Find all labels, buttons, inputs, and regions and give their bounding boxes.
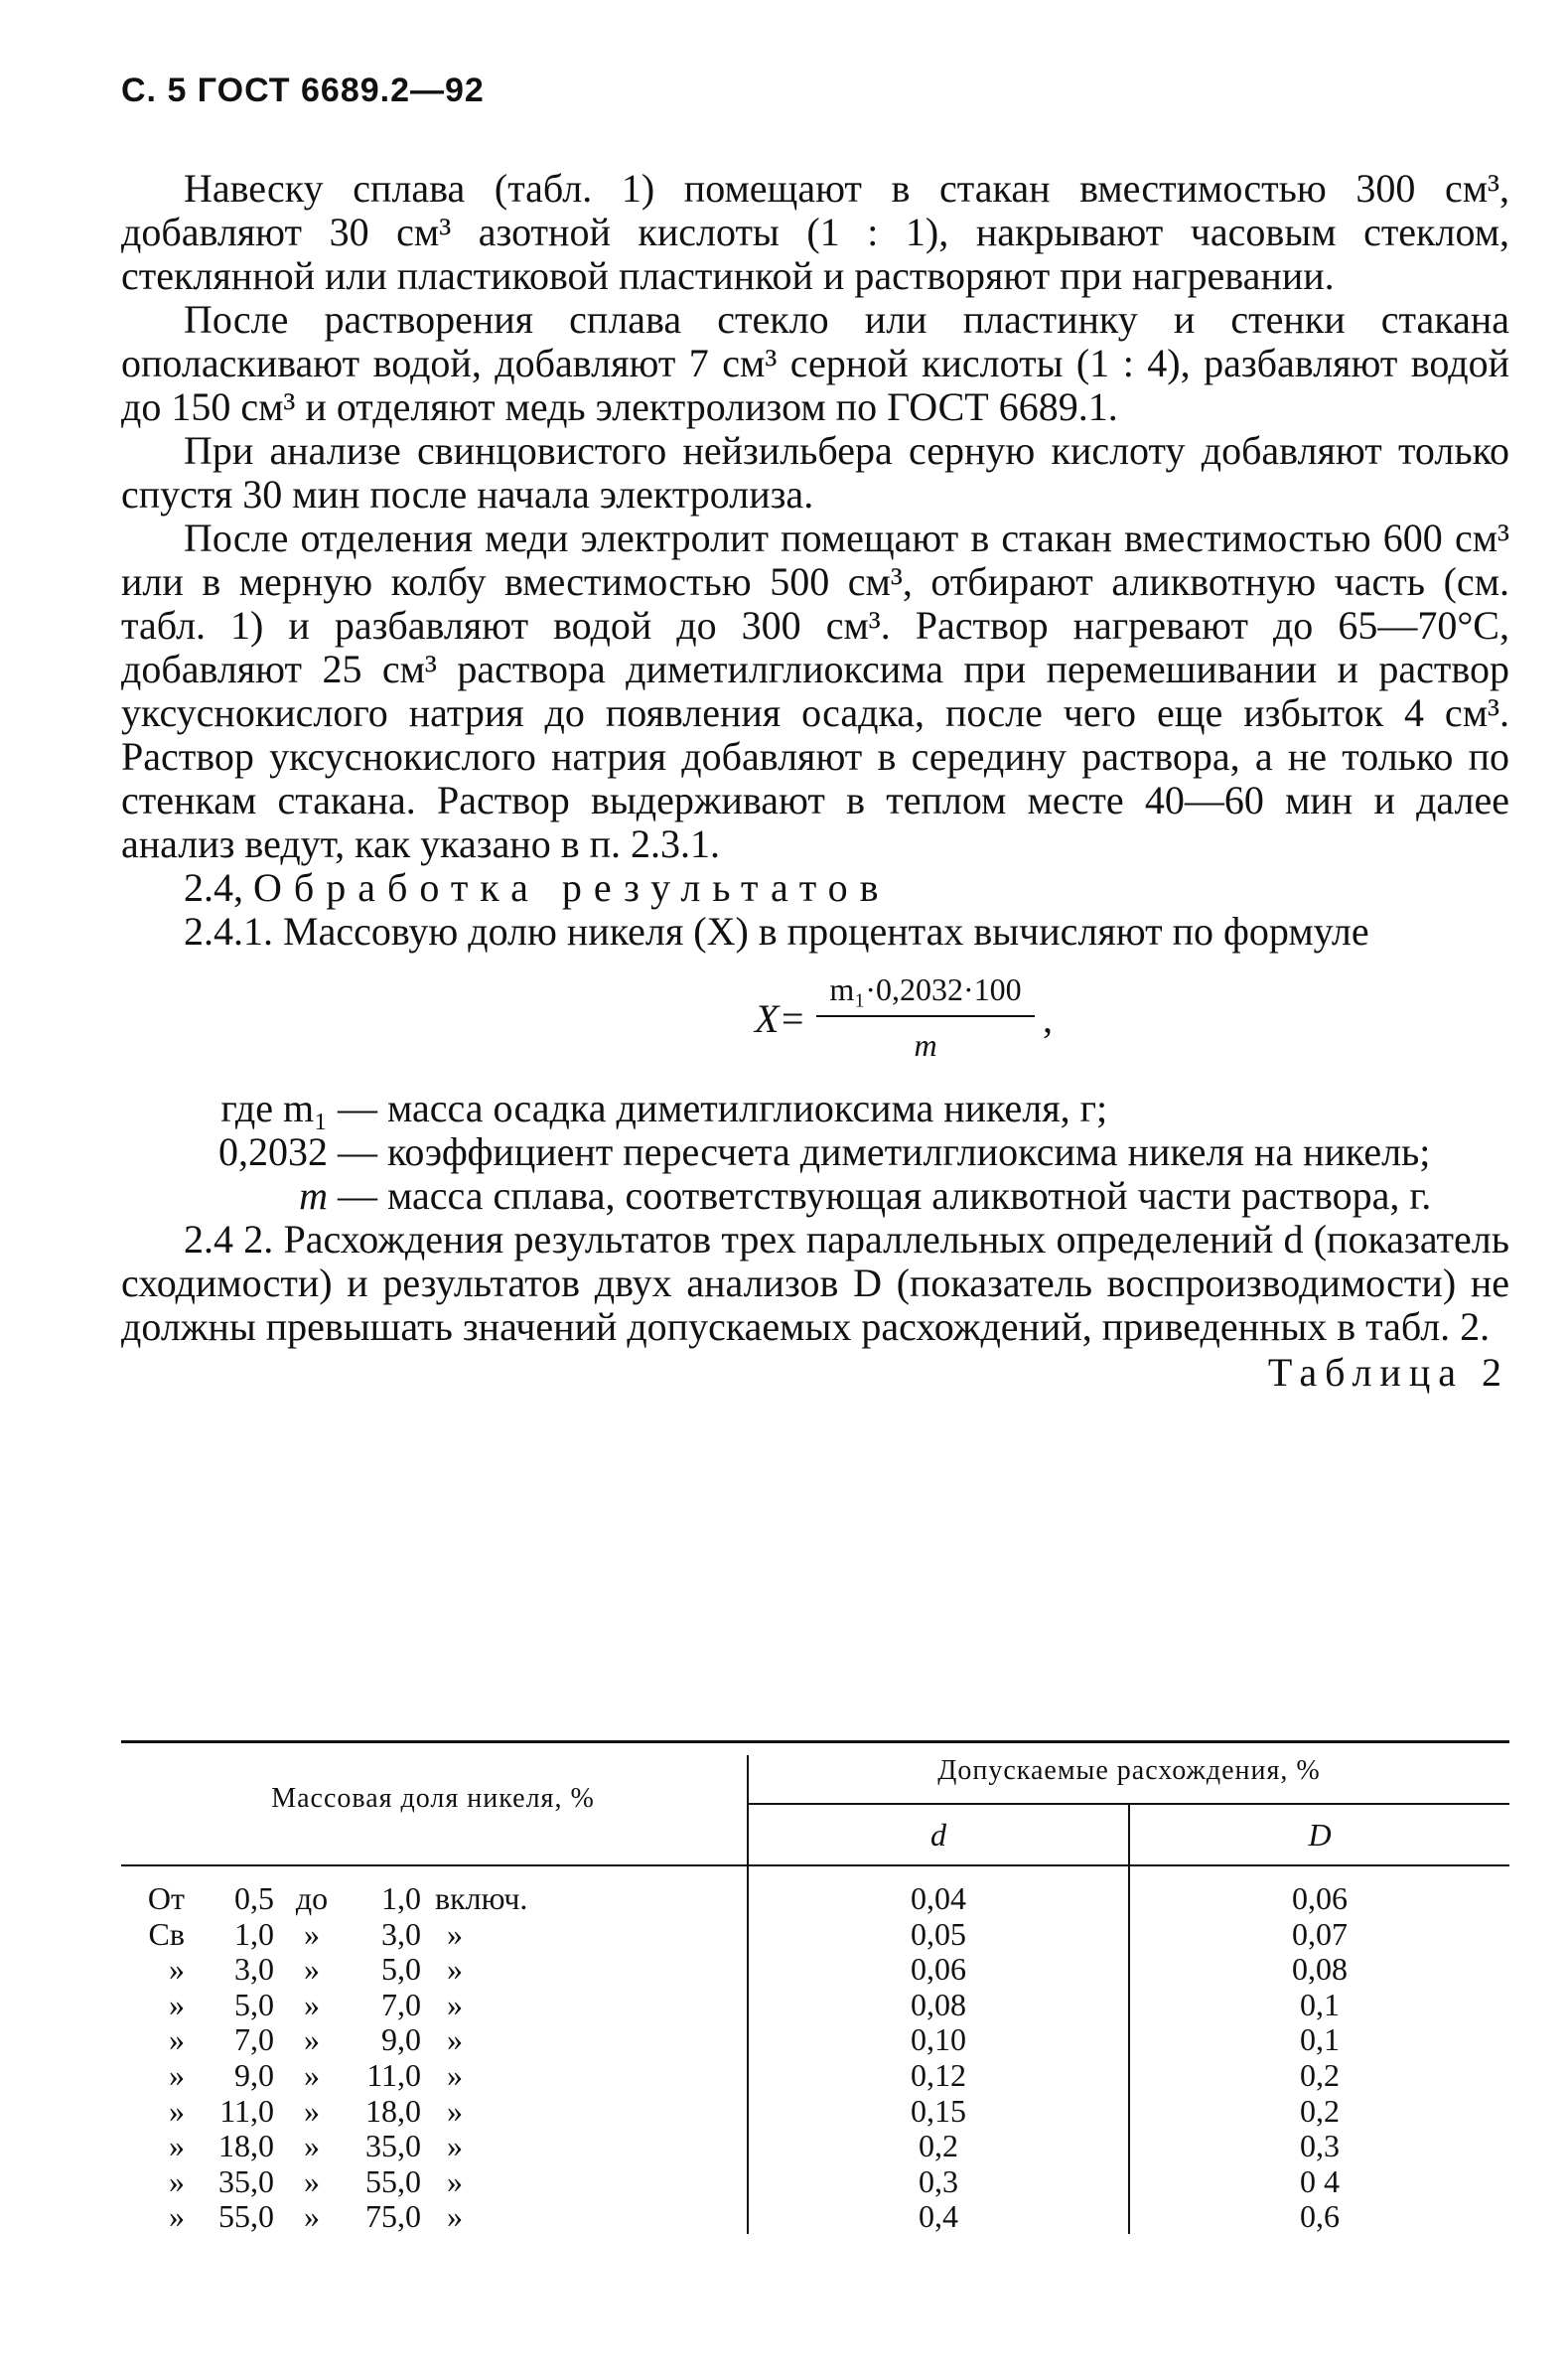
range-from: 11,0 [219,2092,274,2129]
value-d: 0,4 [919,2198,958,2235]
section-number: 2.4, [184,865,243,910]
value-d: 0,10 [911,2021,966,2058]
section-title: Обработка результатов [253,865,891,910]
header-D: D [1308,1817,1332,1853]
where-dash: — [338,1173,377,1218]
range-prefix: Св [148,1915,185,1952]
range-to: 55,0 [365,2162,421,2199]
value-d: 0,12 [911,2056,966,2093]
where-desc: масса сплава, соответствующая аликвотной части раствора, г. [387,1173,1432,1218]
value-d: 0,04 [911,1880,966,1916]
range-suffix: » [447,2021,463,2058]
range-to: 11,0 [366,2056,421,2093]
clause-2-4-1: 2.4.1. Массовую долю никеля (X) в процентах вычисляют по формуле [184,909,1369,954]
range-suffix: » [447,1915,463,1952]
table-caption: Таблица 2 [1267,1350,1509,1395]
range-prefix: » [169,2162,185,2199]
paragraph-2: После растворения сплава стекло или пластинку и стенки стакана ополаскивают водой, добавляют 7 см³ серной кислоты (1 : 4), разбавляют водой до 150 см³ и отделяют медь электролизом по ГОСТ 6689.1. [121,297,1509,429]
range-from: 7,0 [234,2021,274,2058]
range-connector: » [304,2021,320,2058]
table-body [121,1866,1509,2234]
range-prefix: » [169,2056,185,2093]
range-suffix: » [447,1986,463,2022]
table-row [121,2128,1509,2163]
range-suffix: » [447,2198,463,2235]
formula-comma: , [1043,996,1053,1041]
range-from: 3,0 [234,1951,274,1988]
range-prefix: » [169,2198,185,2235]
range-to: 75,0 [365,2198,421,2235]
clause-2-4-2: 2.4 2. Расхождения результатов трех параллельных определений d (показатель сходимости) и результатов двух анализов D (показатель воспроизводимости) не должны превышать значений допускаемых расхождений, приведенных в табл. 2. [121,1217,1509,1349]
range-to: 7,0 [381,1986,421,2022]
range-from: 55,0 [218,2198,274,2235]
table-row [121,1916,1509,1952]
formula-numerator: m₁·0,2032·100 [816,967,1035,1017]
where-dash: — [338,1129,377,1174]
range-to: 18,0 [365,2092,421,2129]
range-to: 9,0 [381,2021,421,2058]
range-connector: » [304,2128,320,2164]
value-d: 0,3 [919,2162,958,2199]
where-term: где m₁ [220,1086,328,1130]
range-from: 9,0 [234,2056,274,2093]
range-connector: » [304,2056,320,2093]
table-row [121,1987,1509,2022]
header-d: d [930,1817,946,1853]
where-desc: масса осадка диметилглиоксима никеля, г; [387,1086,1108,1130]
table-row [121,2093,1509,2129]
table-row [121,2163,1509,2199]
value-D: 0 4 [1300,2162,1340,2199]
range-to: 35,0 [365,2128,421,2164]
range-prefix: От [147,1880,185,1916]
range-from: 0,5 [234,1880,274,1916]
range-suffix: включ. [435,1880,528,1916]
where-term: 0,2032 [218,1129,328,1174]
range-connector: » [304,2092,320,2129]
where-dash: — [338,1086,377,1130]
where-item [121,1174,1509,1218]
range-prefix: » [169,2092,185,2129]
formula-denominator: m [914,1027,937,1063]
value-D: 0,07 [1292,1915,1348,1952]
range-from: 5,0 [234,1986,274,2022]
where-item [121,1130,1509,1174]
where-list [121,1087,1509,1218]
value-D: 0,3 [1300,2128,1340,2164]
value-D: 0,6 [1300,2198,1340,2235]
range-connector: » [304,1915,320,1952]
where-desc: коэффициент пересчета диметилглиоксима никеля на никель; [387,1129,1431,1174]
range-prefix: » [169,2021,185,2058]
where-item [121,1087,1509,1130]
value-d: 0,08 [911,1986,966,2022]
range-connector: » [304,1986,320,2022]
value-d: 0,05 [911,1915,966,1952]
where-term: m [299,1173,328,1218]
value-D: 0,2 [1300,2092,1340,2129]
value-D: 0,08 [1292,1951,1348,1988]
formula-block [121,954,1509,1087]
range-connector: » [304,2198,320,2235]
range-from: 35,0 [218,2162,274,2199]
formula-fraction [816,967,1035,1067]
header-allowed-deviations: Допускаемые расхождения, % [937,1755,1321,1786]
value-d: 0,2 [919,2128,958,2164]
range-suffix: » [447,1951,463,1988]
table-header [121,1743,1509,1866]
range-prefix: » [169,1986,185,2022]
value-D: 0,2 [1300,2056,1340,2093]
formula-lhs: X= [755,996,806,1041]
range-suffix: » [447,2128,463,2164]
value-d: 0,15 [911,2092,966,2129]
page-header: С. 5 ГОСТ 6689.2—92 [121,72,485,109]
table-row [121,2021,1509,2057]
section-heading [121,866,1509,910]
range-connector: » [304,2162,320,2199]
range-to: 5,0 [381,1951,421,1988]
paragraph-3: При анализе свинцовистого нейзильбера серную кислоту добавляют только спустя 30 мин после начала электролиза. [121,428,1509,517]
range-from: 18,0 [218,2128,274,2164]
header-mass-fraction: Массовая доля никеля, % [271,1783,595,1814]
results-table [121,1740,1509,2234]
body-text [121,167,1509,1395]
range-connector: до [295,1880,329,1916]
range-suffix: » [447,2092,463,2129]
table-row [121,2057,1509,2093]
paragraph-1: Навеску сплава (табл. 1) помещают в стакан вместимостью 300 см³, добавляют 30 см³ азотной кислоты (1 : 1), накрывают часовым стеклом, стеклянной или пластиковой пластинкой и растворяют при нагревании. [121,166,1509,298]
range-from: 1,0 [234,1915,274,1952]
value-D: 0,1 [1300,1986,1340,2022]
table-row [121,1951,1509,1987]
value-D: 0,1 [1300,2021,1340,2058]
value-D: 0,06 [1292,1880,1348,1916]
range-suffix: » [447,2056,463,2093]
range-to: 1,0 [381,1880,421,1916]
range-connector: » [304,1951,320,1988]
range-to: 3,0 [381,1915,421,1952]
table-row [121,2198,1509,2234]
paragraph-4: После отделения меди электролит помещают в стакан вместимостью 600 см³ или в мерную колбу вместимостью 500 см³, отбирают аликвотную часть (см. табл. 1) и разбавляют водой до 300 см³. Раствор нагревают до 65—70°С, добавляют 25 см³ раствора диметилглиоксима при перемешивании и раствор уксуснокислого натрия до появления осадка, после чего еще избыток 4 см³. Раствор уксуснокислого натрия добавляют в середину раствора, а не только по стенкам стакана. Раствор выдерживают в теплом месте 40—60 мин и далее анализ ведут, как указано в п. 2.3.1. [121,516,1509,866]
table-row [121,1880,1509,1916]
range-suffix: » [447,2162,463,2199]
value-d: 0,06 [911,1951,966,1988]
range-prefix: » [169,1951,185,1988]
range-prefix: » [169,2128,185,2164]
